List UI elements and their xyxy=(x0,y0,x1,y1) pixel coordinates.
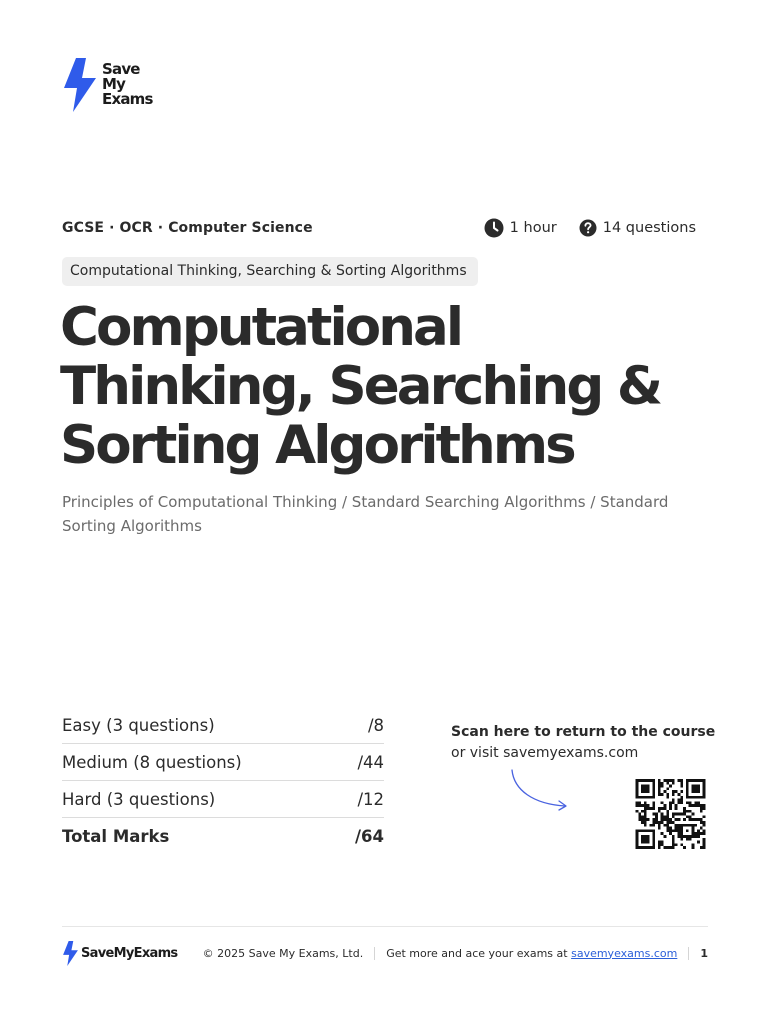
scan-title: Scan here to return to the course xyxy=(451,724,716,740)
lightning-bolt-icon xyxy=(62,941,79,966)
lightning-bolt-icon xyxy=(62,58,98,112)
total-marks-value: /64 xyxy=(355,827,384,846)
duration-text: 1 hour xyxy=(509,220,557,236)
copyright-text: © 2025 Save My Exams, Ltd. xyxy=(202,946,364,960)
page-number: 1 xyxy=(700,946,708,960)
marks-value: /8 xyxy=(367,715,384,735)
logo-line-2: My xyxy=(102,75,126,93)
total-marks-label: Total Marks xyxy=(62,827,170,846)
marks-row-medium xyxy=(62,744,384,781)
clock-icon xyxy=(484,218,504,238)
page-title xyxy=(60,298,740,475)
question-count xyxy=(579,219,696,237)
footer-cta: Get more and ace your exams at xyxy=(386,946,568,960)
marks-label: Hard (3 questions) xyxy=(62,789,216,809)
duration xyxy=(484,218,557,238)
footer-info xyxy=(203,947,708,960)
topic-tag: Computational Thinking, Searching & Sorting Algorithms xyxy=(62,257,478,286)
footer-separator xyxy=(688,947,689,960)
title-line-3: Sorting Algorithms xyxy=(60,415,574,476)
page-subtitle: Principles of Computational Thinking / Standard Searching Algorithms / Standard Sorting Algorithms xyxy=(62,493,669,535)
marks-table xyxy=(62,707,384,855)
curved-arrow-icon xyxy=(505,768,575,814)
breadcrumb-board: OCR xyxy=(119,220,153,236)
scan-subtitle: or visit savemyexams.com xyxy=(451,745,639,761)
scan-block xyxy=(451,722,721,764)
page-footer xyxy=(62,940,708,966)
logo-line-1: Save xyxy=(102,60,140,78)
qr-code[interactable] xyxy=(634,779,707,849)
breadcrumb-separator: · xyxy=(157,220,164,236)
title-line-1: Computational xyxy=(60,297,462,358)
footer-separator xyxy=(374,947,375,960)
marks-label: Medium (8 questions) xyxy=(62,752,242,772)
meta-row xyxy=(62,218,696,238)
breadcrumb-level: GCSE xyxy=(62,220,105,236)
brand-logo xyxy=(62,58,153,112)
footer-logo xyxy=(62,941,177,966)
breadcrumb xyxy=(62,220,313,236)
marks-row-hard xyxy=(62,781,384,818)
exam-meta xyxy=(484,218,696,238)
breadcrumb-subject: Computer Science xyxy=(168,220,313,236)
question-icon xyxy=(579,219,597,237)
website-link[interactable]: savemyexams.com xyxy=(571,946,678,960)
marks-value: /44 xyxy=(357,752,384,772)
logo-line-3: Exams xyxy=(102,90,153,108)
marks-label: Easy (3 questions) xyxy=(62,715,215,735)
marks-value: /12 xyxy=(357,789,384,809)
marks-row-easy xyxy=(62,707,384,744)
brand-logo-text xyxy=(102,62,153,107)
title-line-2: Thinking, Searching & xyxy=(60,356,661,417)
breadcrumb-separator: · xyxy=(109,220,115,236)
marks-row-total xyxy=(62,818,384,855)
footer-divider xyxy=(62,926,708,927)
question-count-text: 14 questions xyxy=(602,220,696,236)
footer-logo-text: SaveMyExams xyxy=(81,945,178,961)
